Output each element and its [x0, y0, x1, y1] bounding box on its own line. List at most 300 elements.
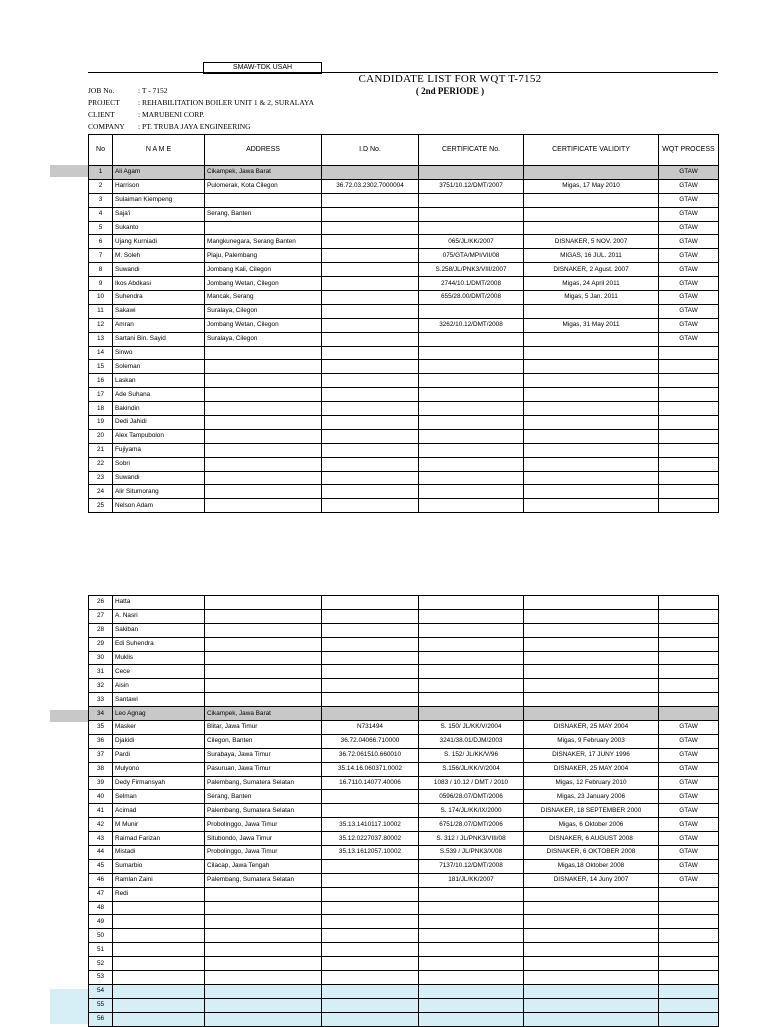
cell-certificate-no[interactable]	[419, 332, 524, 346]
cell-name[interactable]: Laskan	[113, 374, 205, 388]
cell-wqt-process[interactable]	[659, 416, 719, 430]
cell-no[interactable]: 49	[89, 915, 113, 929]
cell-certificate-no[interactable]	[419, 609, 524, 623]
cell-no[interactable]: 9	[89, 277, 113, 291]
cell-certificate-validity[interactable]	[524, 207, 659, 221]
cell-no[interactable]: 3	[89, 193, 113, 207]
cell-id-no[interactable]	[322, 707, 419, 721]
cell-wqt-process[interactable]	[659, 651, 719, 665]
cell-id-no[interactable]	[322, 277, 419, 291]
cell-address[interactable]: Suralaya, Cilegon	[205, 332, 322, 346]
cell-certificate-validity[interactable]	[524, 471, 659, 485]
cell-id-no[interactable]	[322, 499, 419, 513]
cell-no[interactable]: 56	[89, 1012, 113, 1026]
cell-no[interactable]: 30	[89, 651, 113, 665]
cell-wqt-process[interactable]: GTAW	[659, 193, 719, 207]
cell-certificate-validity[interactable]	[524, 693, 659, 707]
cell-name[interactable]: Hatta	[113, 596, 205, 610]
cell-id-no[interactable]	[322, 235, 419, 249]
cell-address[interactable]	[205, 221, 322, 235]
cell-certificate-validity[interactable]: Migas, 24 April 2011	[524, 277, 659, 291]
cell-wqt-process[interactable]: GTAW	[659, 207, 719, 221]
cell-address[interactable]: Serang, Banten	[205, 790, 322, 804]
cell-wqt-process[interactable]	[659, 887, 719, 901]
cell-address[interactable]	[205, 485, 322, 499]
cell-id-no[interactable]	[322, 804, 419, 818]
cell-certificate-no[interactable]	[419, 193, 524, 207]
cell-wqt-process[interactable]: GTAW	[659, 776, 719, 790]
cell-certificate-no[interactable]	[419, 457, 524, 471]
cell-no[interactable]: 2	[89, 179, 113, 193]
cell-address[interactable]	[205, 984, 322, 998]
cell-no[interactable]: 50	[89, 929, 113, 943]
cell-address[interactable]: Palembang, Sumatera Selatan	[205, 804, 322, 818]
cell-address[interactable]	[205, 623, 322, 637]
cell-wqt-process[interactable]: GTAW	[659, 332, 719, 346]
cell-id-no[interactable]	[322, 790, 419, 804]
cell-certificate-no[interactable]: S. 152/ JL/KK/V/96	[419, 748, 524, 762]
cell-certificate-no[interactable]	[419, 915, 524, 929]
cell-certificate-no[interactable]	[419, 998, 524, 1012]
cell-certificate-validity[interactable]	[524, 193, 659, 207]
cell-name[interactable]: Alex Tampubolon	[113, 429, 205, 443]
cell-address[interactable]	[205, 609, 322, 623]
cell-wqt-process[interactable]	[659, 429, 719, 443]
cell-id-no[interactable]	[322, 402, 419, 416]
cell-certificate-validity[interactable]: Migas, 12 February 2010	[524, 776, 659, 790]
cell-name[interactable]: Santawi	[113, 693, 205, 707]
cell-certificate-no[interactable]: 3751/10.12/DMT/2007	[419, 179, 524, 193]
cell-name[interactable]: Sulaiman Kiempeng	[113, 193, 205, 207]
cell-id-no[interactable]	[322, 360, 419, 374]
cell-id-no[interactable]	[322, 471, 419, 485]
cell-id-no[interactable]: 36.72.061510.660010	[322, 748, 419, 762]
cell-address[interactable]	[205, 1012, 322, 1026]
cell-no[interactable]: 13	[89, 332, 113, 346]
cell-wqt-process[interactable]	[659, 998, 719, 1012]
cell-id-no[interactable]	[322, 429, 419, 443]
cell-name[interactable]: Mistadi	[113, 846, 205, 860]
cell-name[interactable]: Leo Agnag	[113, 707, 205, 721]
cell-certificate-validity[interactable]	[524, 1012, 659, 1026]
cell-wqt-process[interactable]	[659, 596, 719, 610]
cell-id-no[interactable]	[322, 374, 419, 388]
cell-address[interactable]: Mancak, Serang	[205, 291, 322, 305]
cell-no[interactable]: 40	[89, 790, 113, 804]
cell-certificate-no[interactable]	[419, 929, 524, 943]
cell-wqt-process[interactable]: GTAW	[659, 235, 719, 249]
cell-address[interactable]: Plaju, Palembang	[205, 249, 322, 263]
cell-no[interactable]: 14	[89, 346, 113, 360]
cell-id-no[interactable]	[322, 416, 419, 430]
cell-certificate-validity[interactable]	[524, 998, 659, 1012]
cell-address[interactable]	[205, 915, 322, 929]
cell-certificate-no[interactable]	[419, 1012, 524, 1026]
cell-address[interactable]: Jombang Wetan, Cilegon	[205, 318, 322, 332]
cell-wqt-process[interactable]: GTAW	[659, 859, 719, 873]
cell-id-no[interactable]	[322, 665, 419, 679]
cell-name[interactable]: Raimad Farizan	[113, 832, 205, 846]
cell-certificate-no[interactable]	[419, 221, 524, 235]
cell-address[interactable]: Suralaya, Cilegon	[205, 304, 322, 318]
cell-no[interactable]: 27	[89, 609, 113, 623]
cell-certificate-no[interactable]: 2744/10.1/DMT/2008	[419, 277, 524, 291]
cell-wqt-process[interactable]	[659, 374, 719, 388]
cell-id-no[interactable]	[322, 873, 419, 887]
cell-name[interactable]: Sukanto	[113, 221, 205, 235]
cell-wqt-process[interactable]: GTAW	[659, 318, 719, 332]
cell-name[interactable]: Ade Suhana	[113, 388, 205, 402]
cell-id-no[interactable]	[322, 346, 419, 360]
cell-name[interactable]: Redi	[113, 887, 205, 901]
cell-id-no[interactable]: 36.72.03.2302.7000004	[322, 179, 419, 193]
cell-certificate-validity[interactable]: DISNAKER, 25 MAY 2004	[524, 762, 659, 776]
cell-wqt-process[interactable]	[659, 388, 719, 402]
cell-wqt-process[interactable]: GTAW	[659, 277, 719, 291]
cell-certificate-validity[interactable]	[524, 360, 659, 374]
cell-name[interactable]: Masker	[113, 721, 205, 735]
cell-id-no[interactable]	[322, 679, 419, 693]
cell-no[interactable]: 7	[89, 249, 113, 263]
cell-certificate-no[interactable]	[419, 388, 524, 402]
cell-address[interactable]	[205, 402, 322, 416]
cell-certificate-validity[interactable]: DISNAKER, 6 OKTOBER 2008	[524, 846, 659, 860]
cell-address[interactable]: Cilegon, Banten	[205, 734, 322, 748]
cell-id-no[interactable]	[322, 304, 419, 318]
cell-name[interactable]: Dedy Firmansyah	[113, 776, 205, 790]
cell-certificate-validity[interactable]: Migas,18 Oktober 2008	[524, 859, 659, 873]
cell-no[interactable]: 33	[89, 693, 113, 707]
cell-no[interactable]: 8	[89, 263, 113, 277]
cell-no[interactable]: 48	[89, 901, 113, 915]
cell-name[interactable]: M. Soleh	[113, 249, 205, 263]
cell-id-no[interactable]	[322, 984, 419, 998]
cell-address[interactable]: Palembang, Sumatera Selatan	[205, 776, 322, 790]
cell-no[interactable]: 47	[89, 887, 113, 901]
cell-certificate-validity[interactable]: DISNAKER, 5 NOV. 2007	[524, 235, 659, 249]
cell-wqt-process[interactable]	[659, 943, 719, 957]
cell-name[interactable]: Cece	[113, 665, 205, 679]
cell-certificate-no[interactable]	[419, 887, 524, 901]
cell-wqt-process[interactable]	[659, 499, 719, 513]
cell-id-no[interactable]	[322, 971, 419, 985]
cell-address[interactable]: Jombang Kali, Cilegon	[205, 263, 322, 277]
cell-wqt-process[interactable]	[659, 346, 719, 360]
cell-name[interactable]: Suhendra	[113, 291, 205, 305]
cell-name[interactable]	[113, 984, 205, 998]
cell-id-no[interactable]	[322, 887, 419, 901]
cell-certificate-validity[interactable]	[524, 679, 659, 693]
cell-certificate-validity[interactable]	[524, 707, 659, 721]
cell-address[interactable]: Mangkunegara, Serang Banten	[205, 235, 322, 249]
cell-name[interactable]: Pardi	[113, 748, 205, 762]
cell-certificate-no[interactable]	[419, 499, 524, 513]
cell-address[interactable]	[205, 443, 322, 457]
cell-certificate-no[interactable]: 7137/10.12/DMT/2008	[419, 859, 524, 873]
cell-id-no[interactable]	[322, 929, 419, 943]
cell-address[interactable]: Serang, Banten	[205, 207, 322, 221]
cell-id-no[interactable]	[322, 249, 419, 263]
cell-certificate-validity[interactable]	[524, 609, 659, 623]
cell-certificate-no[interactable]	[419, 623, 524, 637]
cell-certificate-no[interactable]	[419, 971, 524, 985]
cell-certificate-validity[interactable]: Migas, 5 Jan. 2011	[524, 291, 659, 305]
cell-wqt-process[interactable]	[659, 1012, 719, 1026]
cell-id-no[interactable]	[322, 457, 419, 471]
cell-certificate-no[interactable]	[419, 166, 524, 180]
cell-no[interactable]: 42	[89, 818, 113, 832]
cell-certificate-validity[interactable]	[524, 346, 659, 360]
cell-name[interactable]: Amran	[113, 318, 205, 332]
cell-certificate-no[interactable]: S.539 / JL/PNK3/X/08	[419, 846, 524, 860]
cell-certificate-validity[interactable]: DISNAKER, 6 AUGUST 2008	[524, 832, 659, 846]
cell-name[interactable]	[113, 971, 205, 985]
cell-certificate-validity[interactable]	[524, 457, 659, 471]
cell-id-no[interactable]	[322, 166, 419, 180]
cell-address[interactable]	[205, 637, 322, 651]
cell-address[interactable]	[205, 499, 322, 513]
cell-id-no[interactable]	[322, 859, 419, 873]
cell-name[interactable]: Sartani Bin. Sayid	[113, 332, 205, 346]
cell-id-no[interactable]	[322, 901, 419, 915]
cell-wqt-process[interactable]	[659, 915, 719, 929]
cell-certificate-validity[interactable]: DISNAKER, 18 SEPTEMBER 2000	[524, 804, 659, 818]
cell-certificate-validity[interactable]	[524, 901, 659, 915]
cell-certificate-validity[interactable]	[524, 416, 659, 430]
cell-no[interactable]: 6	[89, 235, 113, 249]
cell-wqt-process[interactable]: GTAW	[659, 748, 719, 762]
cell-certificate-no[interactable]	[419, 707, 524, 721]
cell-address[interactable]	[205, 651, 322, 665]
cell-name[interactable]: Fujiyama	[113, 443, 205, 457]
cell-address[interactable]	[205, 388, 322, 402]
cell-id-no[interactable]: N731494	[322, 721, 419, 735]
cell-id-no[interactable]	[322, 1012, 419, 1026]
cell-certificate-no[interactable]: S. 174/JL/KK/IX/2000	[419, 804, 524, 818]
cell-address[interactable]	[205, 679, 322, 693]
cell-no[interactable]: 52	[89, 957, 113, 971]
sheet-tab-label[interactable]: SMAW-TDK USAH	[203, 62, 322, 74]
cell-name[interactable]: Saja'i	[113, 207, 205, 221]
cell-wqt-process[interactable]: GTAW	[659, 762, 719, 776]
cell-certificate-validity[interactable]	[524, 485, 659, 499]
cell-name[interactable]	[113, 998, 205, 1012]
cell-no[interactable]: 37	[89, 748, 113, 762]
cell-name[interactable]: A. Nasri	[113, 609, 205, 623]
cell-address[interactable]: Cilacap, Jawa Tengah	[205, 859, 322, 873]
cell-address[interactable]	[205, 360, 322, 374]
cell-address[interactable]	[205, 887, 322, 901]
cell-address[interactable]	[205, 929, 322, 943]
cell-certificate-no[interactable]	[419, 485, 524, 499]
cell-name[interactable]: Suwandi	[113, 263, 205, 277]
cell-wqt-process[interactable]: GTAW	[659, 832, 719, 846]
cell-no[interactable]: 26	[89, 596, 113, 610]
cell-certificate-no[interactable]: S.258/JL/PNK3/VIII/2007	[419, 263, 524, 277]
cell-no[interactable]: 32	[89, 679, 113, 693]
cell-name[interactable]: Sakawi	[113, 304, 205, 318]
cell-certificate-validity[interactable]: DISNAKER, 17 JUNY 1996	[524, 748, 659, 762]
cell-no[interactable]: 18	[89, 402, 113, 416]
cell-certificate-no[interactable]	[419, 957, 524, 971]
cell-address[interactable]	[205, 943, 322, 957]
cell-certificate-validity[interactable]: DISNAKER, 25 MAY 2004	[524, 721, 659, 735]
cell-no[interactable]: 41	[89, 804, 113, 818]
cell-id-no[interactable]	[322, 485, 419, 499]
cell-certificate-no[interactable]	[419, 693, 524, 707]
cell-id-no[interactable]: 36.72.04066.710000	[322, 734, 419, 748]
cell-address[interactable]	[205, 471, 322, 485]
cell-name[interactable]: Soleman	[113, 360, 205, 374]
cell-wqt-process[interactable]: GTAW	[659, 846, 719, 860]
cell-certificate-validity[interactable]: MIGAS, 16 JUL. 2011	[524, 249, 659, 263]
cell-wqt-process[interactable]: GTAW	[659, 873, 719, 887]
cell-name[interactable]	[113, 915, 205, 929]
cell-name[interactable]: M Munir	[113, 818, 205, 832]
cell-id-no[interactable]	[322, 943, 419, 957]
cell-address[interactable]: Blitar, Jawa Timur	[205, 721, 322, 735]
cell-no[interactable]: 12	[89, 318, 113, 332]
cell-name[interactable]: Ali Agam	[113, 166, 205, 180]
cell-address[interactable]	[205, 374, 322, 388]
cell-id-no[interactable]	[322, 263, 419, 277]
cell-certificate-validity[interactable]	[524, 304, 659, 318]
cell-wqt-process[interactable]: GTAW	[659, 304, 719, 318]
cell-certificate-validity[interactable]	[524, 221, 659, 235]
cell-id-no[interactable]	[322, 291, 419, 305]
cell-name[interactable]: Ramlan Zaini	[113, 873, 205, 887]
cell-name[interactable]: Dedi Jahidi	[113, 416, 205, 430]
cell-name[interactable]: Nelson Adam	[113, 499, 205, 513]
cell-no[interactable]: 53	[89, 971, 113, 985]
cell-wqt-process[interactable]	[659, 443, 719, 457]
cell-name[interactable]	[113, 901, 205, 915]
cell-certificate-no[interactable]	[419, 637, 524, 651]
cell-wqt-process[interactable]: GTAW	[659, 179, 719, 193]
cell-certificate-no[interactable]	[419, 346, 524, 360]
cell-id-no[interactable]	[322, 596, 419, 610]
cell-name[interactable]	[113, 943, 205, 957]
cell-certificate-validity[interactable]: Migas, 17 May 2010	[524, 179, 659, 193]
cell-no[interactable]: 25	[89, 499, 113, 513]
cell-no[interactable]: 45	[89, 859, 113, 873]
cell-address[interactable]	[205, 346, 322, 360]
cell-certificate-validity[interactable]	[524, 166, 659, 180]
cell-wqt-process[interactable]	[659, 929, 719, 943]
cell-name[interactable]: Sakiban	[113, 623, 205, 637]
cell-certificate-no[interactable]	[419, 596, 524, 610]
cell-id-no[interactable]	[322, 388, 419, 402]
cell-name[interactable]	[113, 1012, 205, 1026]
cell-id-no[interactable]	[322, 915, 419, 929]
cell-certificate-no[interactable]	[419, 984, 524, 998]
cell-wqt-process[interactable]	[659, 679, 719, 693]
cell-address[interactable]	[205, 693, 322, 707]
cell-name[interactable]	[113, 929, 205, 943]
cell-name[interactable]: Alir Situmorang	[113, 485, 205, 499]
cell-certificate-no[interactable]	[419, 360, 524, 374]
cell-certificate-validity[interactable]	[524, 984, 659, 998]
cell-id-no[interactable]: 35.13.1410117.10002	[322, 818, 419, 832]
cell-no[interactable]: 15	[89, 360, 113, 374]
cell-wqt-process[interactable]: GTAW	[659, 221, 719, 235]
cell-certificate-no[interactable]	[419, 402, 524, 416]
cell-certificate-no[interactable]	[419, 665, 524, 679]
cell-address[interactable]: Cikampek, Jawa Barat	[205, 707, 322, 721]
cell-address[interactable]: Palembang, Sumatera Selatan	[205, 873, 322, 887]
cell-wqt-process[interactable]	[659, 984, 719, 998]
cell-certificate-validity[interactable]	[524, 596, 659, 610]
cell-name[interactable]: Harrison	[113, 179, 205, 193]
cell-no[interactable]: 24	[89, 485, 113, 499]
cell-certificate-no[interactable]: 075/GTA/MPI/VII/08	[419, 249, 524, 263]
cell-name[interactable]: Ujang Kurniadi	[113, 235, 205, 249]
cell-no[interactable]: 10	[89, 291, 113, 305]
cell-name[interactable]: Edi Suhendra	[113, 637, 205, 651]
cell-address[interactable]: Probolinggo, Jawa Timur	[205, 846, 322, 860]
cell-wqt-process[interactable]: GTAW	[659, 166, 719, 180]
cell-certificate-validity[interactable]	[524, 623, 659, 637]
cell-wqt-process[interactable]: GTAW	[659, 249, 719, 263]
cell-wqt-process[interactable]	[659, 665, 719, 679]
cell-certificate-validity[interactable]	[524, 443, 659, 457]
cell-no[interactable]: 16	[89, 374, 113, 388]
cell-id-no[interactable]	[322, 637, 419, 651]
cell-no[interactable]: 21	[89, 443, 113, 457]
cell-id-no[interactable]	[322, 609, 419, 623]
cell-id-no[interactable]	[322, 221, 419, 235]
cell-name[interactable]: Bakindin	[113, 402, 205, 416]
cell-certificate-no[interactable]	[419, 429, 524, 443]
cell-no[interactable]: 22	[89, 457, 113, 471]
cell-no[interactable]: 35	[89, 721, 113, 735]
cell-wqt-process[interactable]	[659, 457, 719, 471]
cell-certificate-no[interactable]: 0596/28.07/DMT/2006	[419, 790, 524, 804]
cell-wqt-process[interactable]	[659, 901, 719, 915]
cell-no[interactable]: 38	[89, 762, 113, 776]
cell-address[interactable]	[205, 998, 322, 1012]
cell-certificate-no[interactable]	[419, 943, 524, 957]
cell-name[interactable]: Mulyono	[113, 762, 205, 776]
cell-no[interactable]: 29	[89, 637, 113, 651]
cell-no[interactable]: 31	[89, 665, 113, 679]
cell-certificate-validity[interactable]	[524, 332, 659, 346]
cell-certificate-no[interactable]: S. 150/ JL/KK/V/2004	[419, 721, 524, 735]
cell-wqt-process[interactable]: GTAW	[659, 790, 719, 804]
cell-id-no[interactable]: 35.12.0227037.80002	[322, 832, 419, 846]
cell-address[interactable]	[205, 457, 322, 471]
cell-id-no[interactable]	[322, 332, 419, 346]
cell-certificate-validity[interactable]: DISNAKER, 14 Juny 2007	[524, 873, 659, 887]
cell-name[interactable]: Sumarbio	[113, 859, 205, 873]
cell-certificate-validity[interactable]	[524, 499, 659, 513]
cell-certificate-validity[interactable]	[524, 929, 659, 943]
cell-wqt-process[interactable]	[659, 957, 719, 971]
cell-wqt-process[interactable]: GTAW	[659, 721, 719, 735]
cell-certificate-no[interactable]	[419, 416, 524, 430]
cell-no[interactable]: 11	[89, 304, 113, 318]
cell-no[interactable]: 4	[89, 207, 113, 221]
cell-certificate-no[interactable]	[419, 374, 524, 388]
cell-no[interactable]: 5	[89, 221, 113, 235]
cell-address[interactable]	[205, 416, 322, 430]
cell-certificate-no[interactable]: 3241/38.01/DJM/2003	[419, 734, 524, 748]
cell-no[interactable]: 23	[89, 471, 113, 485]
cell-certificate-validity[interactable]	[524, 943, 659, 957]
cell-no[interactable]: 19	[89, 416, 113, 430]
cell-id-no[interactable]	[322, 623, 419, 637]
cell-address[interactable]: Situbondo, Jawa Timur	[205, 832, 322, 846]
